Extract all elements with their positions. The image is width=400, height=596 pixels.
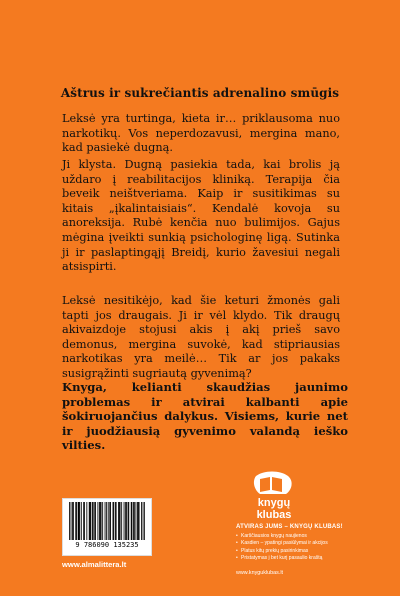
club-website: www.knyguklubas.lt (236, 570, 284, 576)
club-title: ATVIRAS JUMS – KNYGŲ KLUBAS! (236, 524, 343, 530)
barcode-bar (120, 502, 121, 540)
logo-word-1: knygų (257, 497, 291, 509)
barcode-bar (71, 502, 72, 540)
barcode-bar (101, 502, 102, 540)
synopsis-paragraph-3 (62, 294, 340, 382)
barcode-bar (75, 502, 76, 540)
blurb: Knyga, kelianti skaudžias jaunimo problemas ir atvirai kalbanti apie šokiruojančius dalykus. Visiems, kurie net ir juodžiausią gyvenimo valandą ieško vilties. (62, 380, 348, 453)
barcode-bar (136, 502, 137, 540)
barcode-bar (79, 502, 80, 540)
barcode-bar (128, 502, 129, 540)
barcode-bar (93, 502, 94, 540)
barcode-bar (83, 502, 84, 540)
barcode-bar (92, 502, 93, 540)
list-item-label: Kasdien – ypatingi pasiūlymai ir akcijos (241, 540, 328, 547)
barcode-bar (78, 502, 79, 540)
barcode-bar (118, 502, 119, 540)
list-item (236, 533, 366, 540)
bullet-icon: • (236, 540, 238, 547)
barcode-bar (119, 502, 120, 540)
barcode-bar (95, 502, 96, 540)
barcode-bar (72, 502, 73, 540)
barcode-bar (69, 502, 70, 540)
club-benefits-list (236, 533, 366, 562)
barcode-bar (132, 502, 133, 540)
isbn-number: 9 786090 135235 (75, 541, 139, 549)
bullet-icon: • (236, 533, 238, 539)
barcode-bar (86, 502, 87, 540)
barcode-bar (113, 502, 114, 540)
list-item-label: Pristatymas į bet kurį pasaulio kraštą (241, 554, 323, 561)
headline: Aštrus ir sukrečiantis adrenalino smūgis (60, 86, 340, 100)
isbn-barcode (62, 498, 152, 556)
list-item (236, 540, 366, 547)
barcode-bar (102, 502, 103, 540)
paragraph-text: Leksė nesitikėjo, kad šie keturi žmonės gali tapti jos draugais. Ji ir vėl klydo. Tik draugų akivaizdoje stojusi akis į akį prieš savo demonus, mergina suvokė, kad stipriausias narkotikas yra meilė… Tik ar jos pakaks susigrąžinti sugriautą gyvenimą? (62, 294, 340, 380)
barcode-bar (106, 502, 107, 540)
barcode-bar (128, 502, 129, 540)
barcode-bars (69, 502, 145, 540)
synopsis-paragraph-1 (62, 112, 340, 156)
barcode-bar (105, 502, 106, 540)
barcode-bar (116, 502, 117, 540)
paragraph-text: Leksė yra turtinga, kieta ir… priklausoma nuo narkotikų. Vos neperdozavusi, mergina mano, kad pasiekė dugną. (62, 112, 340, 155)
bullet-icon: • (236, 547, 238, 554)
barcode-bar (73, 502, 74, 540)
barcode-bar (141, 502, 142, 540)
list-item-label: Platus kitų prekių pasirinkimas (241, 547, 309, 554)
barcode-bar (76, 502, 77, 540)
barcode-bar (109, 502, 110, 540)
barcode-bar (144, 502, 145, 540)
barcode-bar (90, 502, 91, 540)
barcode-bar (115, 502, 116, 540)
barcode-bar (94, 502, 95, 540)
list-item-label: Karščiausios knygų naujienos (241, 533, 307, 539)
barcode-bar (124, 502, 125, 540)
barcode-bar (138, 502, 139, 540)
barcode-bar (79, 502, 80, 540)
barcode-bar (137, 502, 138, 540)
bullet-icon: • (236, 554, 238, 561)
barcode-bar (99, 502, 100, 540)
barcode-bar (126, 502, 127, 540)
barcode-bar (98, 502, 99, 540)
list-item (236, 548, 366, 555)
logo-word-2: klubas (256, 509, 292, 521)
barcode-bar (110, 502, 111, 540)
barcode-bar (131, 502, 132, 540)
barcode-bar (84, 502, 85, 540)
knygu-klubas-logo (246, 470, 302, 522)
barcode-bar (125, 502, 126, 540)
barcode-bar (90, 502, 91, 540)
barcode-bar (143, 502, 144, 540)
barcode-bar (134, 502, 135, 540)
barcode-bar (89, 502, 90, 540)
synopsis-paragraph-2 (62, 158, 340, 275)
paragraph-text: Ji klysta. Dugną pasiekia tada, kai brolis ją uždaro į reabilitacijos kliniką. Terapija čia beveik neištveriama. Kaip ir susitikimas su kitais „įkalintaisiais“. Kendalė kovoja su anoreksija. Rubė kenčia nuo bulimijos. Gajus mėgina įveikti sunkią psichologinę ligą. Sutinka ji ir paslaptingąjį Breidį, kurio žavesiui negali atsispirti. (62, 158, 340, 274)
barcode-bar (121, 502, 122, 540)
barcode-bar (139, 502, 140, 540)
publisher-website: www.almalittera.lt (62, 560, 127, 569)
barcode-bar (133, 502, 134, 540)
barcode-bar (100, 502, 101, 540)
barcode-bar (113, 502, 114, 540)
list-item (236, 555, 366, 562)
barcode-bar (81, 502, 82, 540)
barcode-bar (108, 502, 109, 540)
